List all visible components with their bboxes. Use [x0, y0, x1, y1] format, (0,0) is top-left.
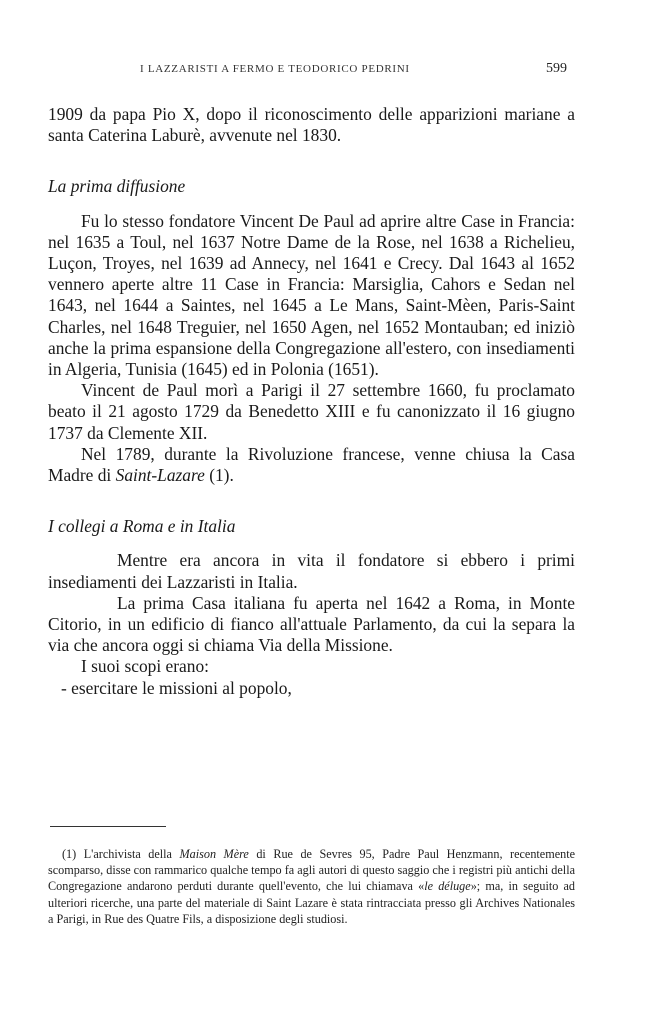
footnote-text-3: »; ma, in seguito ad ulteriori ricerche, una parte del materiale di Saint Lazare è stata rintracciata presso gli Archives Nationales a Parigi, in Rue des Quatre Fils, a disposizione degli studiosi. — [48, 879, 575, 926]
footnote-divider — [50, 826, 166, 827]
footnote-text-2: di Rue de Sevres 95, Padre Paul Henzmann, recentemente scomparso, disse con rammarico qualche tempo fa agli autori di questo saggio che i registri più antichi della Congregazione andarono perduti durante quell'evento, che lui chiamava « — [48, 847, 575, 894]
paragraph-prima-casa: La prima Casa italiana fu aperta nel 1642 a Roma, in Monte Citorio, in un edificio di fianco all'attuale Parlamento, da cui la separa la via che ancora oggi si chiama Via della Missione. — [48, 592, 575, 656]
page-number: 599 — [546, 61, 567, 76]
running-head — [0, 63, 650, 79]
main-text — [48, 104, 575, 699]
paragraph-rivoluzione — [48, 444, 575, 486]
list-item-missioni: - esercitare le missioni al popolo, — [61, 677, 292, 698]
paragraph-rivoluzione-text: Nel 1789, durante la Rivoluzione francese, venne chiusa la Casa Madre di — [48, 443, 575, 486]
section-heading-prima-diffusione: La prima diffusione — [48, 176, 186, 197]
running-title: I LAZZARISTI A FERMO E TEODORICO PEDRINI — [140, 63, 410, 75]
paragraph-morte-vincent: Vincent de Paul morì a Parigi il 27 settembre 1660, fu proclamato beato il 21 agosto 1729 da Benedetto XIII e fu canonizzato il 16 giugno 1737 da Clemente XII. — [48, 380, 575, 443]
footnote-reference: (1). — [204, 465, 234, 486]
paragraph-continued: 1909 da papa Pio X, dopo il riconoscimento delle apparizioni mariane a santa Caterina Laburè, avvenute nel 1830. — [48, 104, 575, 146]
footnote-italic-maison-mere: Maison Mère — [179, 847, 249, 861]
footnote-text-1: (1) L'archivista della — [62, 847, 180, 861]
paragraph-insediamenti-italia: Mentre era ancora in vita il fondatore si ebbero i primi insediamenti dei Lazzaristi in Italia. — [48, 550, 575, 592]
paragraph-scopi: I suoi scopi erano: — [81, 656, 209, 677]
paragraph-case-francia: Fu lo stesso fondatore Vincent De Paul ad aprire altre Case in Francia: nel 1635 a Toul, nel 1637 Notre Dame de la Rose, nel 1638 a Richelieu, Luçon, Troyes, nel 1639 ad Annecy, nel 1641 e Crecy. Dal 1643 al 1652 vennero aperte altre 11 Case in Francia: Marsiglia, Cahors e Sedan nel 1643, nel 1644 a Saintes, nel 1645 a Le Mans, Saint-Mèen, Paris-Saint Charles, nel 1648 Treguier, nel 1650 Agen, nel 1652 Montauban; ed iniziò anche la prima espansione della Congregazione all'estero, con insediamenti in Algeria, Tunisia (1645) ed in Polonia (1651). — [48, 210, 575, 380]
footnote-italic-le-deluge: le déluge — [424, 879, 471, 894]
section-heading-collegi-roma: I collegi a Roma e in Italia — [48, 516, 236, 537]
footnote-1 — [48, 846, 575, 927]
saint-lazare-italic: Saint-Lazare — [115, 465, 205, 486]
